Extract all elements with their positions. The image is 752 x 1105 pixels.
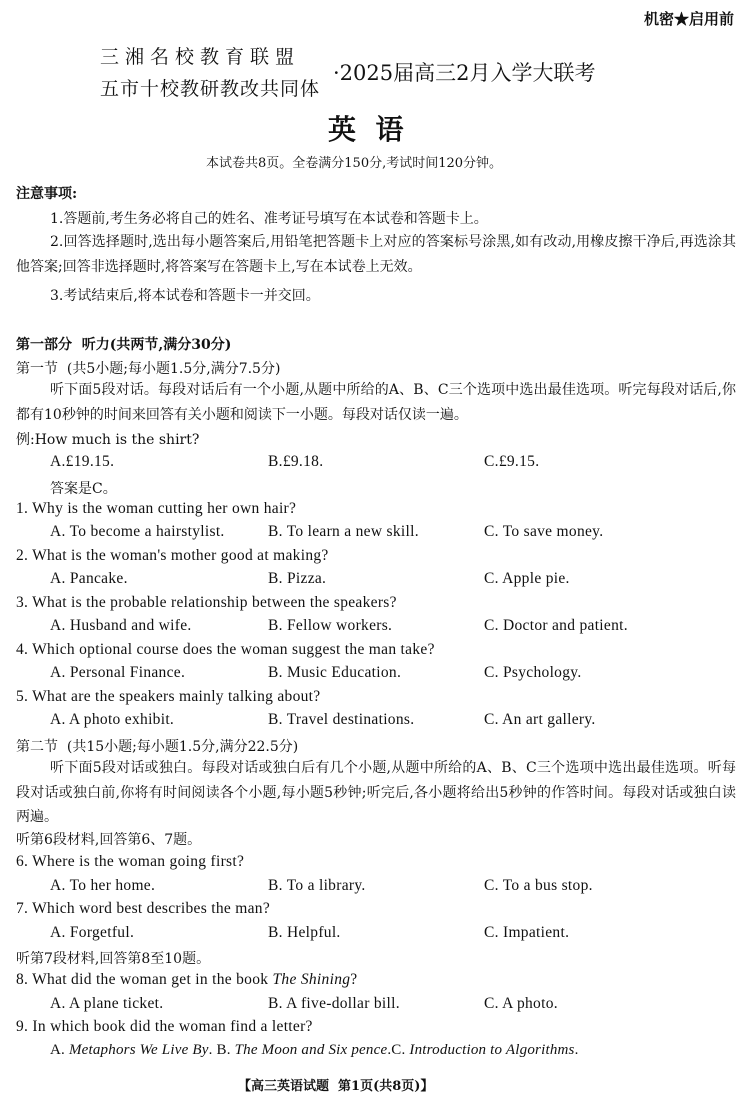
q2-option-b: B. Pizza. bbox=[268, 570, 327, 587]
q4-option-b: B. Music Education. bbox=[268, 664, 402, 681]
q9-option-c: C. Introduction to Algorithms. bbox=[391, 1042, 579, 1058]
example-question: 例:How much is the shirt? bbox=[16, 432, 200, 448]
q7-option-c: C. Impatient. bbox=[484, 924, 570, 941]
material-7-note: 听第7段材料,回答第8至10题。 bbox=[16, 951, 211, 967]
example-option-b: B.£9.18. bbox=[268, 453, 324, 470]
question-7: 7. Which word best describes the man? bbox=[16, 900, 271, 917]
q3-option-a: A. Husband and wife. bbox=[50, 617, 192, 634]
q4-option-c: C. Psychology. bbox=[484, 664, 582, 681]
q7-option-b: B. Helpful. bbox=[268, 924, 341, 941]
q9-options-line bbox=[50, 1042, 579, 1059]
q9-option-b: B. The Moon and Six pence. bbox=[216, 1042, 392, 1058]
section1-title: 第一节 (共5小题;每小题1.5分,满分7.5分) bbox=[16, 361, 281, 377]
question-9: 9. In which book did the woman find a letter? bbox=[16, 1018, 313, 1035]
q3-option-b: B. Fellow workers. bbox=[268, 617, 393, 634]
q2-option-c: C. Apple pie. bbox=[484, 570, 570, 587]
question-1: 1. Why is the woman cutting her own hair? bbox=[16, 500, 297, 517]
section2-instructions: 听下面5段对话或独白。每段对话或独白后有几个小题,从题中所给的A、B、C三个选项中选出最佳选项。听每段对话或独白前,你将有时间阅读各个小题,每小题5秒钟;听完后,各小题将给出5秒钟的作答时间。每段对话或独白读两遍。 bbox=[16, 760, 736, 825]
q3-option-c: C. Doctor and patient. bbox=[484, 617, 628, 634]
q1-option-c: C. To save money. bbox=[484, 523, 604, 540]
q8-option-b: B. A five-dollar bill. bbox=[268, 995, 400, 1012]
question-2: 2. What is the woman's mother good at making? bbox=[16, 547, 329, 564]
section2-title: 第二节 (共15小题;每小题1.5分,满分22.5分) bbox=[16, 739, 299, 755]
q6-option-a: A. To her home. bbox=[50, 877, 156, 894]
exam-info: 本试卷共8页。全卷满分150分,考试时间120分钟。 bbox=[206, 156, 503, 171]
q6-option-c: C. To a bus stop. bbox=[484, 877, 593, 894]
question-6: 6. Where is the woman going first? bbox=[16, 853, 245, 870]
exam-title: ·2025届高三2月入学大联考 bbox=[333, 61, 596, 85]
subject-title: 英 语 bbox=[328, 113, 404, 146]
org-line-1: 三湘名校教育联盟 bbox=[100, 46, 301, 68]
q6-option-b: B. To a library. bbox=[268, 877, 366, 894]
material-6-note: 听第6段材料,回答第6、7题。 bbox=[16, 832, 202, 848]
notice-item-1: 1.答题前,考生务必将自己的姓名、准考证号填写在本试卷和答题卡上。 bbox=[50, 211, 488, 227]
q5-option-a: A. A photo exhibit. bbox=[50, 711, 175, 728]
section1-instructions: 听下面5段对话。每段对话后有一个小题,从题中所给的A、B、C三个选项中选出最佳选项。听完每段对话后,你都有10秒钟的时间来回答有关小题和阅读下一小题。每段对话仅读一遍。 bbox=[16, 382, 736, 423]
question-4: 4. Which optional course does the woman suggest the man take? bbox=[16, 641, 435, 658]
q4-option-a: A. Personal Finance. bbox=[50, 664, 186, 681]
q5-option-b: B. Travel destinations. bbox=[268, 711, 415, 728]
q1-option-a: A. To become a hairstylist. bbox=[50, 523, 225, 540]
question-5: 5. What are the speakers mainly talking about? bbox=[16, 688, 321, 705]
confidential-mark: 机密★启用前 bbox=[643, 10, 734, 28]
example-option-a: A.£19.15. bbox=[50, 453, 115, 470]
q7-option-a: A. Forgetful. bbox=[50, 924, 135, 941]
q2-option-a: A. Pancake. bbox=[50, 570, 128, 587]
part1-title: 第一部分 听力(共两节,满分30分) bbox=[16, 337, 232, 353]
q8-option-c: C. A photo. bbox=[484, 995, 558, 1012]
page-footer: 【高三英语试题 第1页(共8页)】 bbox=[238, 1079, 434, 1094]
book-title-shining: The Shining bbox=[272, 971, 351, 988]
org-line-2: 五市十校教研教改共同体 bbox=[100, 78, 321, 100]
example-answer: 答案是C。 bbox=[50, 481, 117, 497]
q5-option-c: C. An art gallery. bbox=[484, 711, 596, 728]
q9-option-a: A. Metaphors We Live By. bbox=[50, 1042, 213, 1058]
notice-item-2: 2.回答选择题时,选出每小题答案后,用铅笔把答题卡上对应的答案标号涂黑,如有改动,用橡皮擦干净后,再选涂其他答案;回答非选择题时,将答案写在答题卡上,写在本试卷上无效。 bbox=[16, 234, 736, 275]
q1-option-b: B. To learn a new skill. bbox=[268, 523, 419, 540]
q8-option-a: A. A plane ticket. bbox=[50, 995, 164, 1012]
notice-item-3: 3.考试结束后,将本试卷和答题卡一并交回。 bbox=[50, 288, 320, 304]
example-option-c: C.£9.15. bbox=[484, 453, 540, 470]
notice-title: 注意事项: bbox=[16, 186, 78, 202]
question-3: 3. What is the probable relationship between the speakers? bbox=[16, 594, 397, 611]
question-8: 8. What did the woman get in the book The Shining? bbox=[16, 971, 358, 988]
